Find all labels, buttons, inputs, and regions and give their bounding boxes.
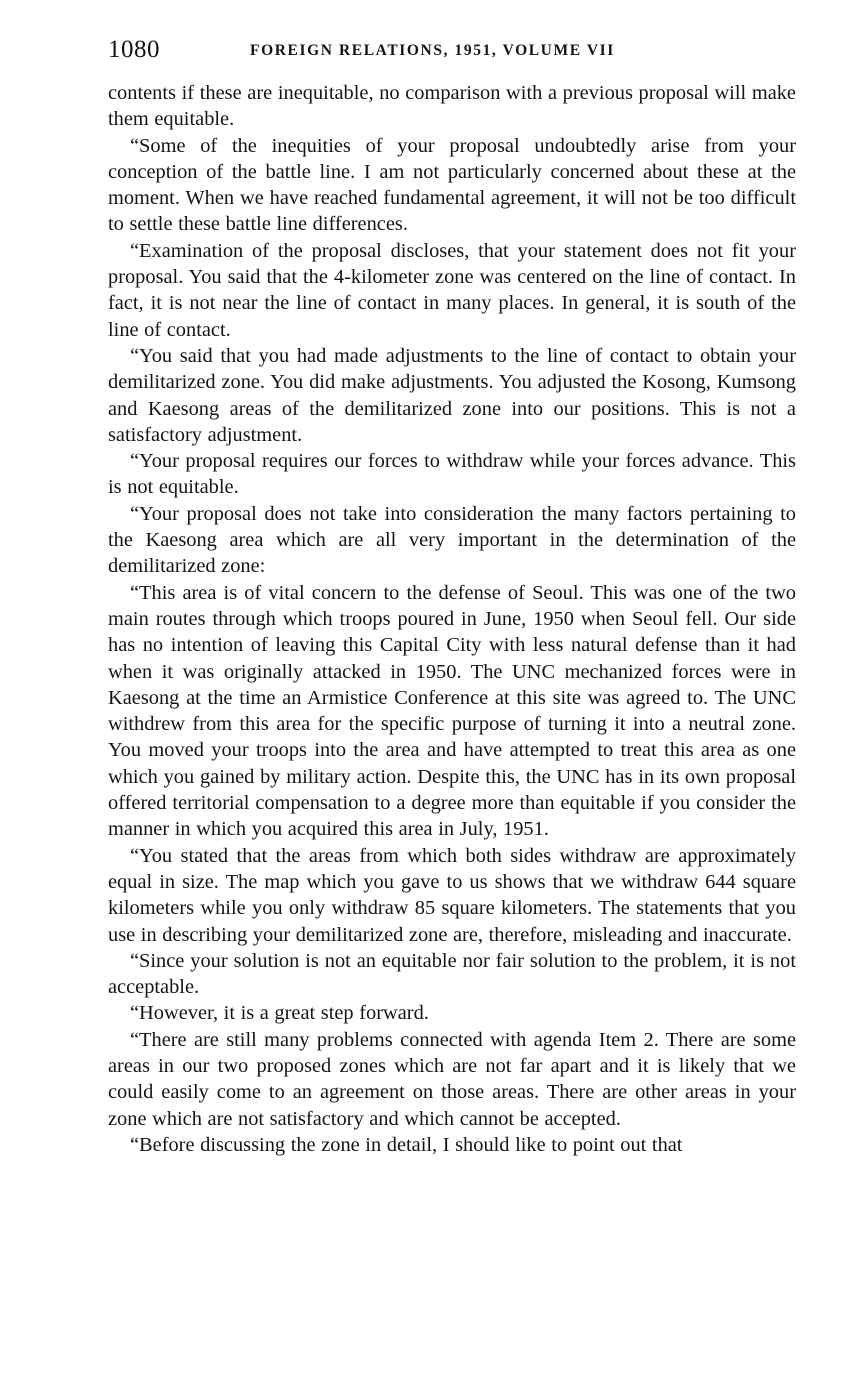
paragraph-seoul-defense: “This area is of vital concern to the defense of Seoul. This was one of the two main routes through which troops poured in June, 1950 when Seoul fell. Our side has no intention of leaving this Capital City with less natural defense than it had when it was originally attacked in 1950. The UNC mechanized forces were in Kaesong at the time an Armistice Conference at this site was agreed to. The UNC withdrew from this area for the specific purpose of turning it into a neutral zone. You moved your troops into the area and have attempted to treat this area as one which you gained by military action. Despite this, the UNC has in its own proposal offered territorial compensation to a degree more than equitable if you consider the manner in which you acquired this area in July, 1951. (108, 581, 796, 841)
paragraph-inequities: “Some of the inequities of your proposal undoubtedly arise from your conception of the battle line. I am not particularly concerned about these at the moment. When we have reached fundamental agreement, it will not be too difficult to settle these battle line differences. (108, 134, 796, 236)
body-text (108, 80, 796, 1158)
paragraph-continued: contents if these are inequitable, no comparison with a previous proposal will make them equitable. (108, 82, 796, 131)
page-header (108, 32, 796, 72)
paragraph-adjustments: “You said that you had made adjustments to the line of contact to obtain your demilitarized zone. You did make adjustments. You adjusted the Kosong, Kumsong and Kaesong areas of the demilitarized zone into our positions. This is not a satisfactory adjustment. (108, 344, 796, 446)
document-page (108, 32, 796, 1158)
paragraph-withdraw-advance: “Your proposal requires our forces to withdraw while your forces advance. This is not equitable. (108, 450, 796, 499)
running-title: FOREIGN RELATIONS, 1951, VOLUME VII (250, 42, 615, 59)
paragraph-agenda-item-2: “There are still many problems connected with agenda Item 2. There are some areas in our two proposed zones which are not far apart and it is likely that we could easily come to an agreement on those areas. There are other areas in your zone which are not satisfactory and which cannot be accepted. (108, 1028, 796, 1130)
paragraph-examination: “Examination of the proposal discloses, that your statement does not fit your proposal. You said that the 4-kilometer zone was centered on the line of contact. In fact, it is not near the line of contact in many places. In general, it is south of the line of contact. (108, 239, 796, 341)
paragraph-before-discussing: “Before discussing the zone in detail, I should like to point out that (130, 1133, 683, 1156)
paragraph-kaesong-factors: “Your proposal does not take into consideration the many factors pertaining to the Kaesong area which are all very important in the determination of the demilitarized zone: (108, 502, 796, 578)
paragraph-not-acceptable: “Since your solution is not an equitable nor fair solution to the problem, it is not acceptable. (108, 949, 796, 999)
paragraph-withdraw-areas: “You stated that the areas from which both sides withdraw are approximately equal in size. The map which you gave to us shows that we withdraw 644 square kilometers while you only withdraw 85 square kilometers. The statements that you use in describing your demilitarized zone are, therefore, misleading and inaccurate. (108, 844, 796, 946)
page-number: 1080 (108, 36, 160, 63)
paragraph-step-forward: “However, it is a great step forward. (130, 1002, 429, 1025)
